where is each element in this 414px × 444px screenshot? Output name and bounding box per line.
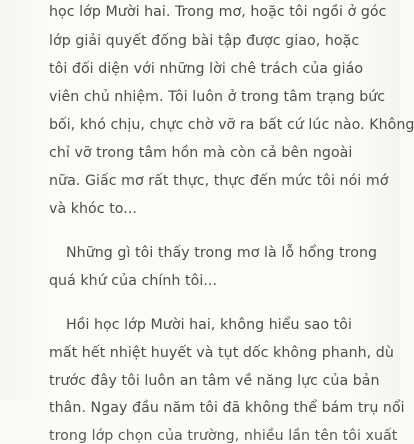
text-line: chỉ vỡ trong tâm hồn mà còn cả bên ngoài xyxy=(49,145,353,161)
text-line: quá khứ của chính tôi... xyxy=(49,273,218,289)
text-line: trước đây tôi luôn an tâm về năng lực của bản xyxy=(49,373,380,389)
text-line: mất hết nhiệt huyết và tụt dốc không phanh, dù xyxy=(49,345,394,361)
text-line: Hồi học lớp Mười hai, không hiểu sao tôi xyxy=(66,317,352,333)
text-line: nữa. Giấc mơ rất thực, thực đến mức tôi nói mớ xyxy=(49,173,389,189)
text-line: và khóc to... xyxy=(49,201,137,217)
text-line: bối, khó chịu, chực chờ vỡ ra bất cứ lúc nào. Không xyxy=(49,117,414,133)
text-line: tôi đối diện với những lời chê trách của giáo xyxy=(49,61,364,77)
text-line: trong lớp chọn của trường, nhiều lần tên tôi xuất xyxy=(49,428,398,444)
text-line: thân. Ngay đầu năm tôi đã không thể bám trụ nổi xyxy=(49,400,405,416)
text-line: Những gì tôi thấy trong mơ là lỗ hổng trong xyxy=(66,245,378,261)
text-line: học lớp Mười hai. Trong mơ, hoặc tôi ngồi ở góc xyxy=(49,4,387,20)
text-line: viên chủ nhiệm. Tôi luôn ở trong tâm trạng bức xyxy=(49,89,386,105)
text-line: lớp giải quyết đống bài tập được giao, hoặc xyxy=(49,33,360,49)
